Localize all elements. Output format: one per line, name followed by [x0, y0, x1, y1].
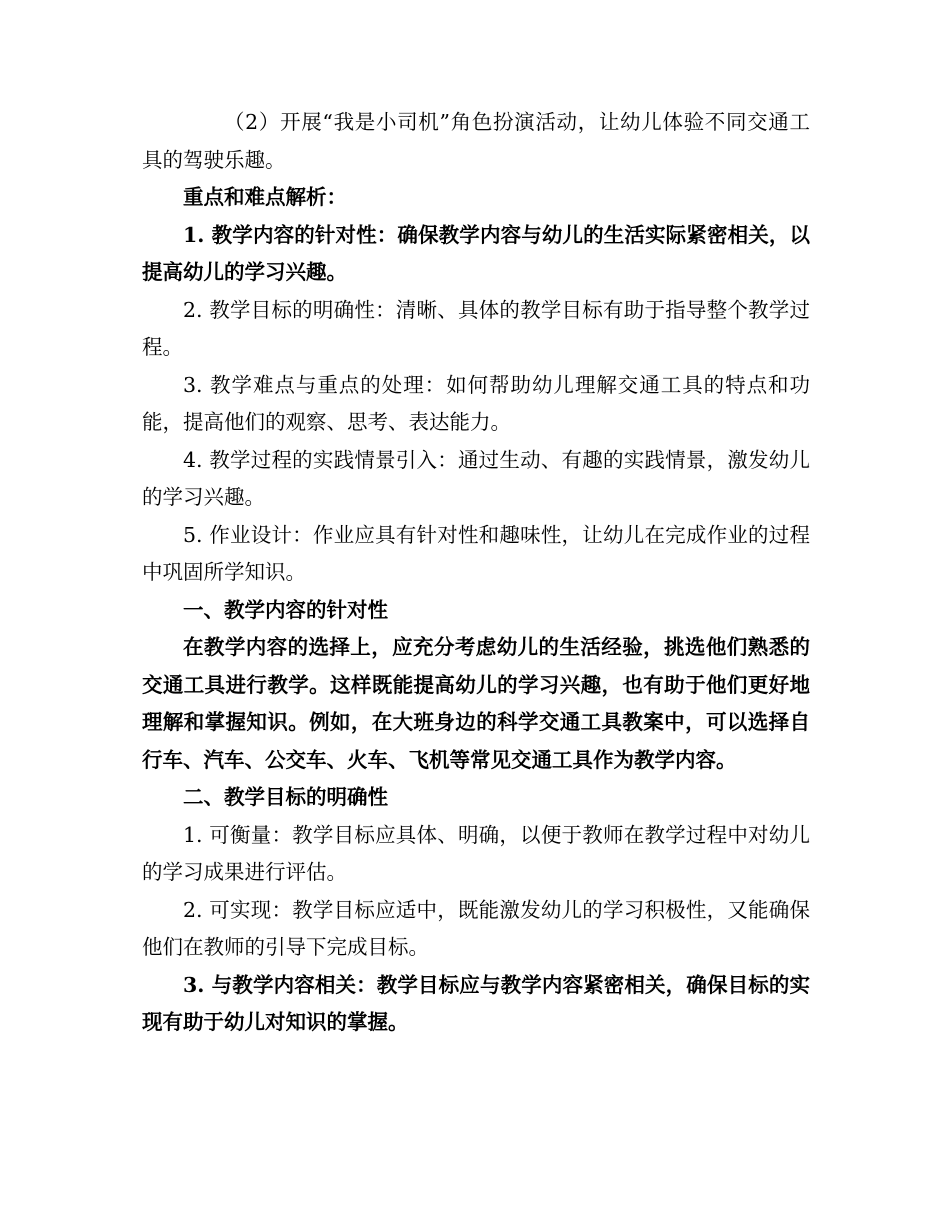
- key-point-4: 4. 教学过程的实践情景引入：通过生动、有趣的实践情景，激发幼儿的学习兴趣。: [142, 447, 810, 509]
- goal-item-3: 3. 与教学内容相关：教学目标应与教学内容紧密相关，确保目标的实现有助于幼儿对知识的掌握。: [142, 972, 810, 1034]
- goal-item-1: 1. 可衡量：教学目标应具体、明确，以便于教师在教学过程中对幼儿的学习成果进行评估。: [142, 822, 810, 884]
- key-point-5: 5. 作业设计：作业应具有针对性和趣味性，让幼儿在完成作业的过程中巩固所学知识。: [142, 522, 810, 584]
- key-point-1: 1. 教学内容的针对性：确保教学内容与幼儿的生活实际紧密相关，以提高幼儿的学习兴趣。: [142, 222, 810, 284]
- section-heading-key-points: 重点和难点解析：: [183, 185, 347, 209]
- goal-item-2: 2. 可实现：教学目标应适中，既能激发幼儿的学习积极性，又能确保他们在教师的引导下完成目标。: [142, 897, 810, 959]
- section-heading-content: 一、教学内容的针对性: [183, 597, 388, 622]
- section-heading-goals: 二、教学目标的明确性: [183, 785, 388, 809]
- content-paragraph: 在教学内容的选择上，应充分考虑幼儿的生活经验，挑选他们熟悉的交通工具进行教学。这样既能提高幼儿的学习兴趣，也有助于他们更好地理解和掌握知识。例如，在大班身边的科学交通工具教案中，可以选择自行车、汽车、公交车、火车、飞机等常见交通工具作为教学内容。: [142, 635, 810, 772]
- document-page: [142, 104, 810, 1042]
- key-point-3: 3. 教学难点与重点的处理：如何帮助幼儿理解交通工具的特点和功能，提高他们的观察、思考、表达能力。: [142, 372, 810, 434]
- key-point-2: 2. 教学目标的明确性：清晰、具体的教学目标有助于指导整个教学过程。: [142, 297, 810, 359]
- activity-item-2: （2）开展“我是小司机”角色扮演活动，让幼儿体验不同交通工具的驾驶乐趣。: [142, 110, 810, 172]
